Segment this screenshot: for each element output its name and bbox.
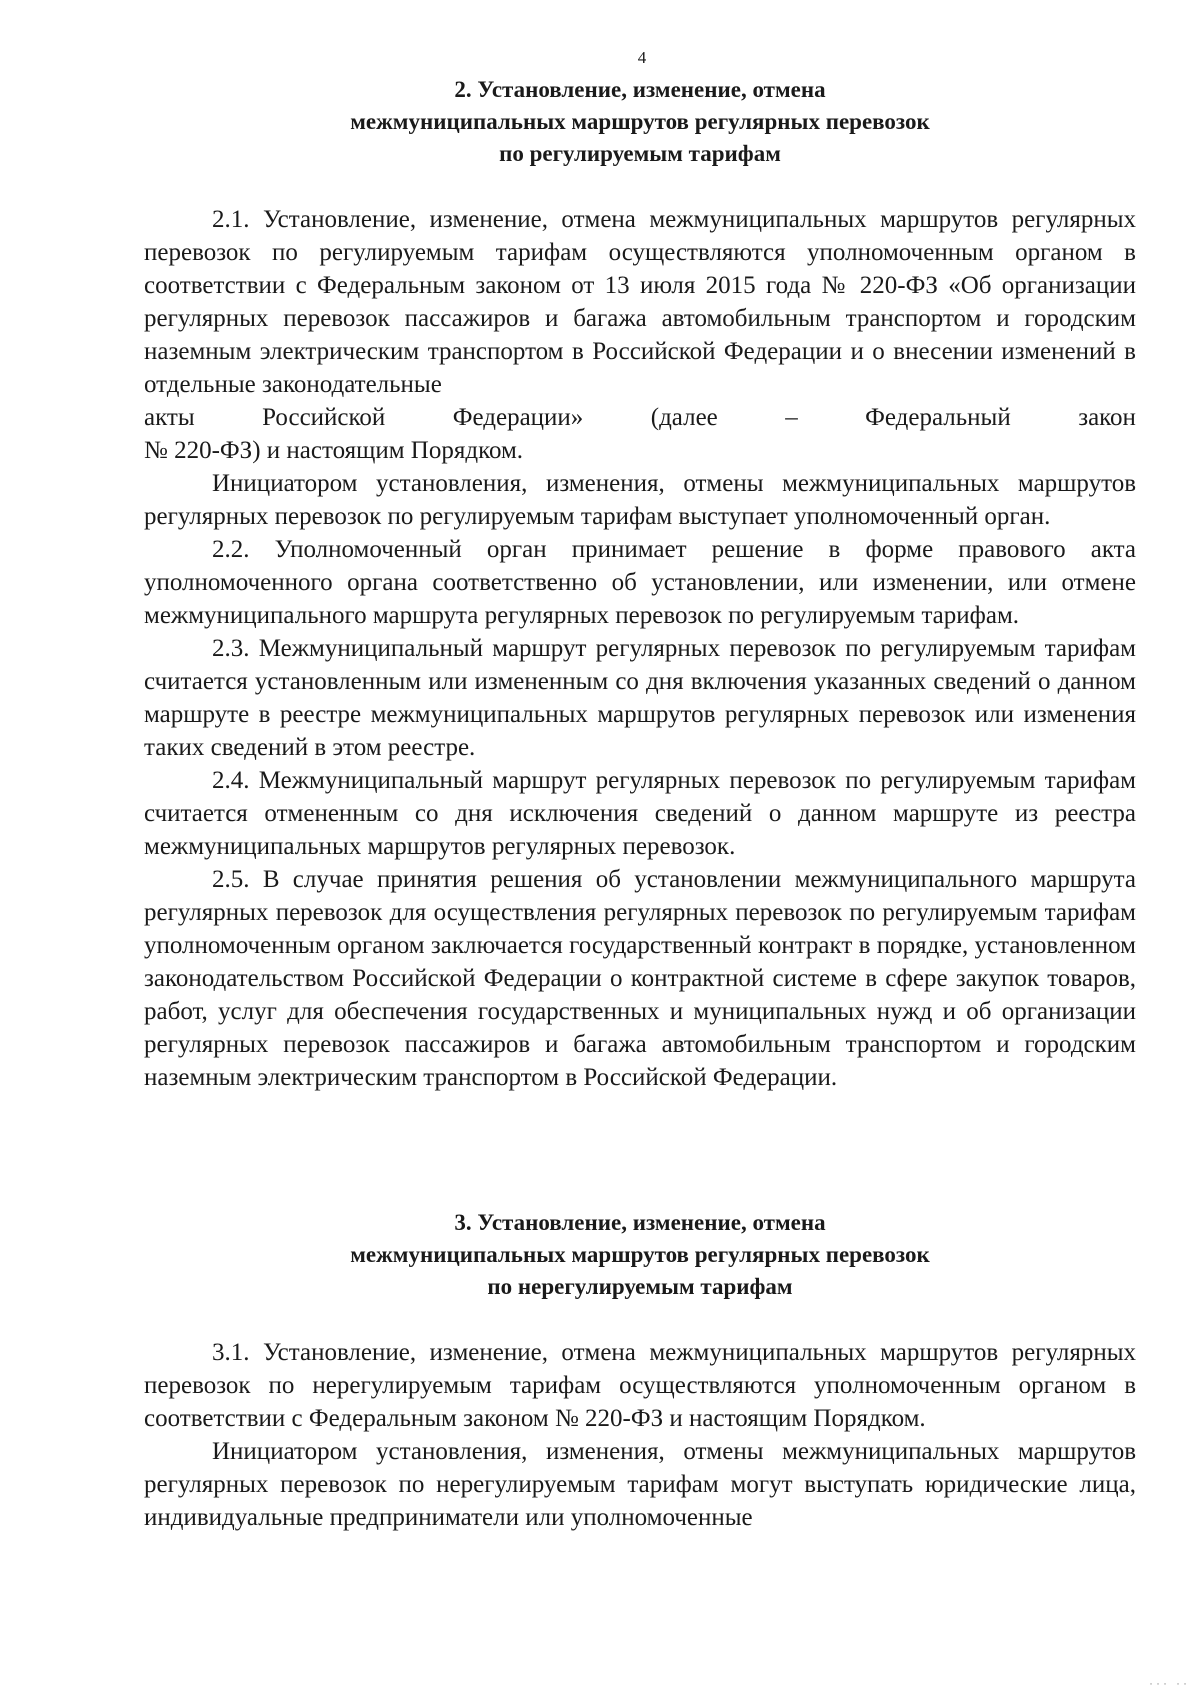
word: – bbox=[785, 404, 798, 431]
section-3-heading bbox=[200, 1207, 1080, 1303]
paragraph-2-3: 2.3. Межмуниципальный маршрут регулярных перевозок по регулируемым тарифам считается установленным или измененным со дня включения указанных сведений о данном маршруте в реестре межмуниципальных маршрутов регулярных перевозок или изменения таких сведений в этом реестре. bbox=[144, 635, 1136, 761]
section-2-heading-line: 2. Установление, изменение, отмена bbox=[454, 77, 826, 102]
section-2-body bbox=[144, 203, 1136, 1094]
word: закон bbox=[1078, 404, 1136, 431]
scan-mark: ˙˙˙ ˙˙ bbox=[1149, 1680, 1190, 1694]
paragraph-2-1-spread-line bbox=[144, 401, 1136, 434]
paragraph-2-4: 2.4. Межмуниципальный маршрут регулярных перевозок по регулируемым тарифам считается отмененным со дня исключения сведений о данном маршруте из реестра межмуниципальных маршрутов регулярных перевозок. bbox=[144, 767, 1136, 860]
section-2-heading bbox=[200, 74, 1080, 170]
word: (далее bbox=[650, 404, 718, 431]
paragraph-2-2: 2.2. Уполномоченный орган принимает решение в форме правового акта уполномоченного органа соответственно об установлении, или изменении, или отмене межмуниципального маршрута регулярных перевозок по регулируемым тарифам. bbox=[144, 536, 1136, 629]
page-number: 4 bbox=[637, 48, 647, 67]
section-2-heading-line: по регулируемым тарифам bbox=[499, 141, 781, 166]
word: акты bbox=[144, 404, 195, 431]
word: Федеральный bbox=[865, 404, 1011, 431]
section-2-heading-line: межмуниципальных маршрутов регулярных перевозок bbox=[350, 109, 930, 134]
paragraph-3-1: 3.1. Установление, изменение, отмена межмуниципальных маршрутов регулярных перевозок по нерегулируемым тарифам осуществляются уполномоченным органом в соответствии с Федеральным законом № 220-ФЗ и настоящим Порядком. bbox=[144, 1339, 1136, 1432]
section-3-heading-line: 3. Установление, изменение, отмена bbox=[454, 1210, 826, 1235]
section-3-body bbox=[144, 1336, 1136, 1534]
word: Российской bbox=[262, 404, 386, 431]
paragraph-2-1: 2.1. Установление, изменение, отмена межмуниципальных маршрутов регулярных перевозок по регулируемым тарифам осуществляются уполномоченным органом в соответствии с Федеральным законом от 13 июля 2015 года № 220-ФЗ «Об организации регулярных перевозок пассажиров и багажа автомобильным транспортом и городским наземным электрическим транспортом в Российской Федерации и о внесении изменений в отдельные законодательные bbox=[144, 206, 1136, 398]
section-3-heading-line: по нерегулируемым тарифам bbox=[487, 1274, 793, 1299]
paragraph-2-initiator: Инициатором установления, изменения, отмены межмуниципальных маршрутов регулярных перевозок по регулируемым тарифам выступает уполномоченный орган. bbox=[144, 470, 1136, 530]
section-3-heading-line: межмуниципальных маршрутов регулярных перевозок bbox=[350, 1242, 930, 1267]
paragraph-2-5: 2.5. В случае принятия решения об установлении межмуниципального маршрута регулярных перевозок для осуществления регулярных перевозок по регулируемым тарифам уполномоченным органом заключается государственный контракт в порядке, установленном законодательством Российской Федерации о контрактной системе в сфере закупок товаров, работ, услуг для обеспечения государственных и муниципальных нужд и об организации регулярных перевозок пассажиров и багажа автомобильным транспортом и городским наземным электрическим транспортом в Российской Федерации. bbox=[144, 866, 1136, 1091]
word: Федерации» bbox=[452, 404, 584, 431]
paragraph-2-1-tail: № 220-ФЗ) и настоящим Порядком. bbox=[144, 437, 524, 464]
paragraph-3-initiator: Инициатором установления, изменения, отмены межмуниципальных маршрутов регулярных перевозок по нерегулируемым тарифам могут выступать юридические лица, индивидуальные предприниматели или уполномоченные bbox=[144, 1438, 1136, 1531]
